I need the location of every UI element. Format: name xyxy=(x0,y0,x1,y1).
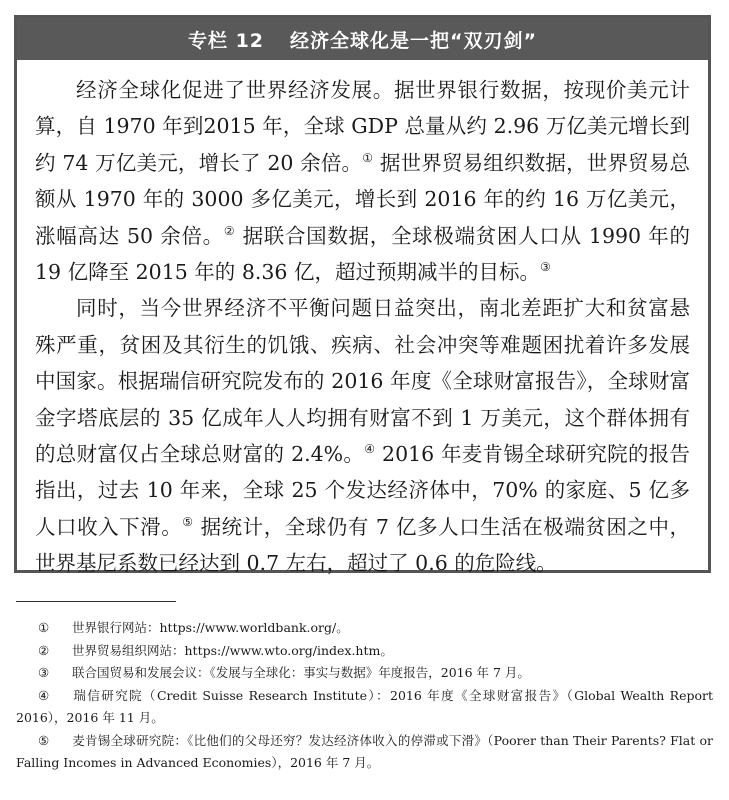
paragraph-1 xyxy=(35,72,690,290)
footnote-1 xyxy=(16,617,713,640)
footnote-number: ① xyxy=(38,620,50,635)
footnote-text: 世界银行网站：https://www.worldbank.org/。 xyxy=(72,620,349,635)
paragraph-text: 同时，当今世界经济不平衡问题日益突出，南北差距扩大和贫富悬殊严重，贫困及其衍生的饥饿、疾病、社会冲突等难题困扰着许多发展中国家。根据瑞信研究院发布的 2016 年度《全球财富报告》，全球财富金字塔底层的 35 亿成年人人均拥有财富不到 1 万美元，这个群体拥有的总财富仅占全球总财富的 2.4%。 xyxy=(35,296,690,467)
footnote-ref-4: ④ xyxy=(364,442,376,457)
paragraph-text: 据世界贸易组织数据，世界贸易总额从 1970 年的 3000 多亿美元，增长到 2016 年的约 16 万亿美元，涨幅高达 50 余倍。 xyxy=(35,150,691,248)
footnote-ref-3: ③ xyxy=(539,260,551,275)
box-header xyxy=(17,18,708,60)
footnote-text: 麦肯锡全球研究院：《比他们的父母还穷？发达经济体收入的停滞或下滑》（Poorer than Their Parents? Flat or Falling Incomes in Advanced Economies），2016 年 7 月。 xyxy=(16,732,713,770)
paragraph-2 xyxy=(35,290,690,581)
box-label: 专栏 12 xyxy=(187,29,265,52)
paragraph-text: 2016 年麦肯锡全球研究院的报告指出，过去 10 年来，全球 25 个发达经济体中，70% 的家庭、5 亿多人口收入下滑。 xyxy=(35,442,690,539)
footnote-4 xyxy=(16,685,713,730)
footnote-number: ④ xyxy=(38,687,50,703)
paragraph-text: 据联合国数据，全球极端贫困人口从 1990 年的 19 亿降至 2015 年的 8.36 亿，超过预期减半的目标。 xyxy=(35,223,690,285)
footnotes xyxy=(16,617,713,775)
footnote-ref-5: ⑤ xyxy=(182,515,194,530)
footnote-5 xyxy=(16,730,713,775)
footnote-number: ⑤ xyxy=(38,732,50,748)
footnote-text: 联合国贸易和发展会议：《发展与全球化：事实与数据》年度报告，2016 年 7 月。 xyxy=(72,665,530,680)
footnote-ref-2: ② xyxy=(223,223,236,238)
footnote-number: ③ xyxy=(38,665,50,680)
box-title: 经济全球化是一把“双刃剑” xyxy=(290,29,538,52)
box-body xyxy=(17,60,708,582)
footnote-text: 瑞信研究院（Credit Suisse Research Institute）：2016 年度《全球财富报告》（Global Wealth Report 2016），2016 年 11 月。 xyxy=(16,687,713,725)
footnote-number: ② xyxy=(38,642,50,658)
footnote-3 xyxy=(16,662,713,685)
paragraph-text: 据统计，全球仍有 7 亿多人口生活在极端贫困之中，世界基尼系数已经达到 0.7 左右，超过了 0.6 的危险线。 xyxy=(35,514,690,576)
footnote-text: 世界贸易组织网站：https://www.wto.org/index.htm。 xyxy=(72,642,393,658)
paragraph-text: 经济全球化促进了世界经济发展。据世界银行数据，按现价美元计算，自 1970 年到2015 年，全球 GDP 总量从约 2.96 万亿美元增长到约 74 万亿美元，增长了 20 余倍。 xyxy=(35,78,690,175)
sidebar-box xyxy=(14,15,711,576)
footnote-ref-1: ① xyxy=(362,150,374,165)
footnote-2 xyxy=(16,640,713,663)
footnote-divider xyxy=(16,601,176,602)
